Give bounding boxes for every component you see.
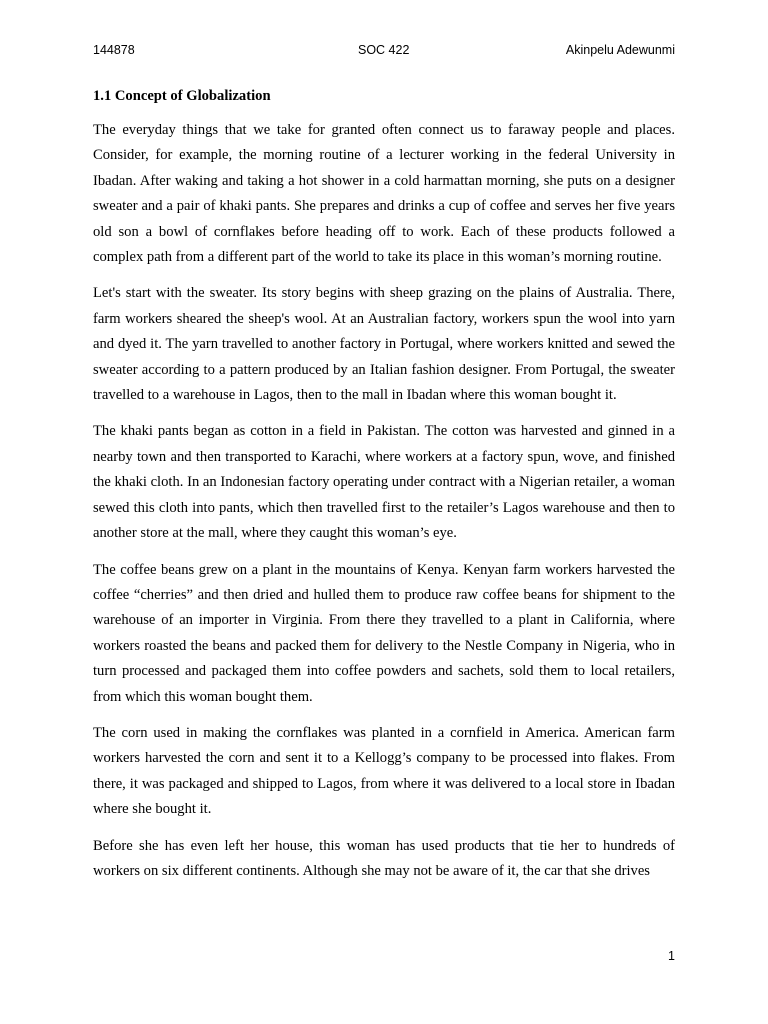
paragraph-intro: The everyday things that we take for granted often connect us to faraway people and places. Consider, for example, the morning routine of a lecturer working in the federal University in Ibadan. After waking and taking a hot shower in a cold harmattan morning, she puts on a designer sweater and a pair of khaki pants. She prepares and drinks a cup of coffee and serves her five years old son a bowl of cornflakes before heading off to work. Each of these products followed a complex path from a different part of the world to take its place in this woman’s morning routine. (93, 122, 675, 266)
header-student-id: 144878 (93, 43, 135, 57)
paragraph-conclusion: Before she has even left her house, this woman has used products that tie her to hundreds of workers on six different continents. Although she may not be aware of it, the car that she drives (93, 837, 675, 879)
paragraph-khaki-pants: The khaki pants began as cotton in a field in Pakistan. The cotton was harvested and ginned in a nearby town and then transported to Karachi, where workers at a factory spun, wove, and finished the khaki cloth. In an Indonesian factory operating under contract with a Nigerian retailer, a woman sewed this cloth into pants, which then travelled first to the retailer’s Lagos warehouse and then to another store at the mall, where they caught this woman’s eye. (93, 423, 675, 542)
paragraph-sweater: Let's start with the sweater. Its story begins with sheep grazing on the plains of Australia. There, farm workers sheared the sheep's wool. At an Australian factory, workers spun the wool into yarn and dyed it. The yarn travelled to another factory in Portugal, where workers knitted and sewed the sweater according to a pattern produced by an Italian fashion designer. From Portugal, the sweater travelled to a warehouse in Lagos, then to the mall in Ibadan where this woman bought it. (93, 285, 675, 404)
page-number: 1 (668, 949, 675, 963)
page-header (93, 43, 675, 61)
paragraph-coffee: The coffee beans grew on a plant in the mountains of Kenya. Kenyan farm workers harvested the coffee “cherries” and then dried and hulled them to produce raw coffee beans for shipment to the warehouse of an importer in Virginia. From there they travelled to a plant in California, where workers roasted the beans and packed them for delivery to the Nestle Company in Nigeria, who in turn processed and packaged them into coffee powders and sachets, sold them to local retailers, from which this woman bought them. (93, 561, 675, 705)
section-heading: 1.1 Concept of Globalization (93, 88, 271, 104)
header-author: Akinpelu Adewunmi (565, 43, 675, 57)
page-body (93, 86, 675, 895)
header-course-code: SOC 422 (358, 43, 410, 57)
paragraph-cornflakes: The corn used in making the cornflakes was planted in a cornfield in America. American farm workers harvested the corn and sent it to a Kellogg’s company to be processed into flakes. From there, it was packaged and shipped to Lagos, from where it was delivered to a local store in Ibadan where she bought it. (93, 724, 675, 818)
